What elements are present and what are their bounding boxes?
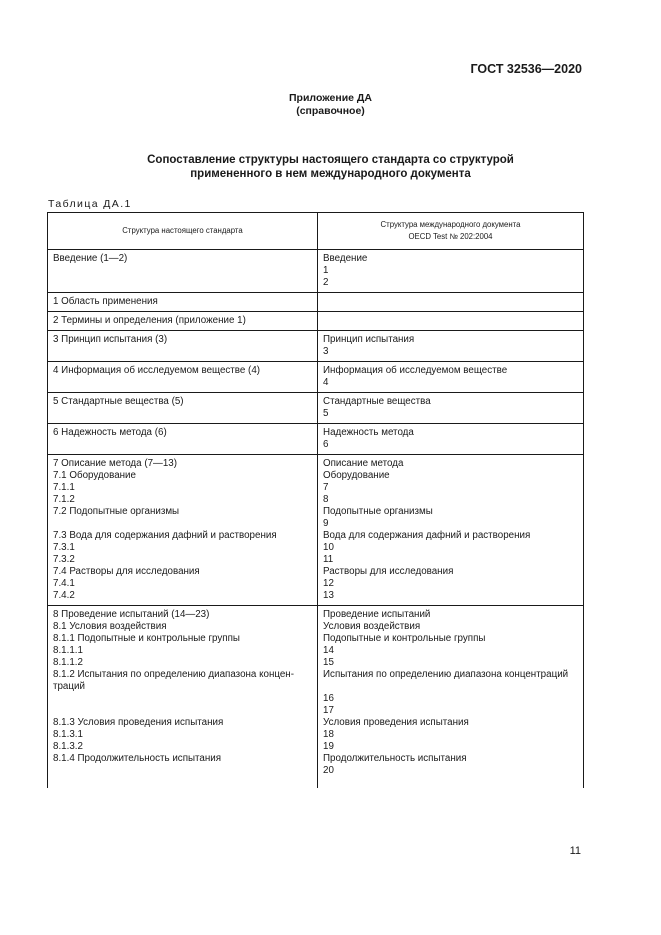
cell-line: 7.3.1 [53, 542, 75, 553]
cell-line: 1 Область применения [53, 296, 158, 307]
table-row [48, 312, 584, 331]
table-row [48, 455, 584, 606]
cell-line: траций [53, 681, 85, 692]
cell-line: 10 [323, 542, 334, 553]
header-cell-international-document [318, 213, 584, 250]
cell-line: 8.1.3.2 [53, 741, 83, 752]
document-title-line1: Сопоставление структуры настоящего стандарта со структурой [147, 154, 514, 166]
cell-line: 19 [323, 741, 334, 752]
cell-line: Информация об исследуемом веществе [323, 365, 508, 376]
cell-line: 4 Информация об исследуемом веществе (4) [53, 365, 261, 376]
cell-line: 7.4.1 [53, 578, 75, 589]
cell-line: 8 [323, 494, 329, 505]
cell-international-document [318, 250, 584, 293]
cell-line: Условия проведения испытания [323, 717, 469, 728]
cell-line: 8.1 Условия воздействия [53, 621, 167, 632]
cell-line: 7.3.2 [53, 554, 75, 565]
table-row [48, 331, 584, 362]
cell-current-standard [48, 312, 318, 331]
cell-current-standard [48, 331, 318, 362]
cell-line: 12 [323, 578, 334, 589]
table-header-row [48, 213, 584, 250]
cell-line: 7.3 Вода для содержания дафний и растворения [53, 530, 277, 541]
cell-line: 2 Термины и определения (приложение 1) [53, 315, 246, 326]
table-row [48, 293, 584, 312]
cell-current-standard [48, 293, 318, 312]
cell-line: 9 [323, 518, 329, 529]
cell-international-document [318, 393, 584, 424]
cell-international-document [318, 455, 584, 606]
cell-line: 3 [323, 346, 329, 357]
cell-line: 8.1.2 Испытания по определению диапазона концен- [53, 669, 294, 680]
cell-line: 7.1 Оборудование [53, 470, 136, 481]
cell-line: 15 [323, 657, 334, 668]
document-title-line2: примененного в нем международного документа [190, 168, 471, 180]
cell-line: 8 Проведение испытаний (14—23) [53, 609, 210, 620]
header-cell-current-standard [48, 213, 318, 250]
cell-international-document [318, 606, 584, 789]
table-row [48, 606, 584, 789]
cell-line: 7 [323, 482, 329, 493]
cell-line: Надежность метода [323, 427, 414, 438]
cell-current-standard [48, 362, 318, 393]
cell-line: Структура международного документа [380, 220, 521, 229]
cell-line: 5 Стандартные вещества (5) [53, 396, 184, 407]
cell-line: 7.1.2 [53, 494, 75, 505]
cell-line: 1 [323, 265, 329, 276]
cell-line: Подопытные и контрольные группы [323, 633, 486, 644]
annex-heading [0, 92, 661, 118]
cell-line: 14 [323, 645, 334, 656]
cell-line: Введение (1—2) [53, 253, 128, 264]
cell-line: 7.1.1 [53, 482, 75, 493]
cell-line: 2 [323, 277, 329, 288]
cell-line: 17 [323, 705, 334, 716]
cell-line: 3 Принцип испытания (3) [53, 334, 168, 345]
cell-line: 8.1.3 Условия проведения испытания [53, 717, 224, 728]
cell-line: 5 [323, 408, 329, 419]
cell-line [53, 705, 312, 717]
cell-line: Принцип испытания [323, 334, 415, 345]
cell-line: OECD Test № 202:2004 [408, 232, 493, 241]
annex-title: Приложение ДА [289, 92, 372, 104]
cell-international-document [318, 293, 584, 312]
cell-current-standard [48, 424, 318, 455]
cell-line [53, 693, 312, 705]
cell-line: 7.4 Растворы для исследования [53, 566, 200, 577]
cell-line: Условия воздействия [323, 621, 421, 632]
cell-line: 8.1.3.1 [53, 729, 83, 740]
cell-current-standard [48, 455, 318, 606]
cell-current-standard [48, 250, 318, 293]
table-row [48, 424, 584, 455]
cell-line: 7.4.2 [53, 590, 75, 601]
cell-line: Оборудование [323, 470, 390, 481]
table-row [48, 250, 584, 293]
cell-line: 13 [323, 590, 334, 601]
cell-line: 6 Надежность метода (6) [53, 427, 167, 438]
cell-line: 8.1.1.2 [53, 657, 83, 668]
cell-line: 20 [323, 765, 334, 776]
cell-line: Растворы для исследования [323, 566, 454, 577]
cell-line: 11 [323, 554, 334, 565]
cell-line: Введение [323, 253, 368, 264]
cell-line: Структура настоящего стандарта [122, 226, 243, 235]
cell-international-document [318, 331, 584, 362]
cell-line: Испытания по определению диапазона концентраций [323, 669, 569, 680]
table-caption: Таблица ДА.1 [48, 198, 132, 210]
cell-line: Вода для содержания дафний и растворения [323, 530, 531, 541]
cell-line [323, 681, 578, 693]
cell-line: 16 [323, 693, 334, 704]
cell-line [53, 518, 312, 530]
document-title [0, 153, 661, 181]
cell-line: 18 [323, 729, 334, 740]
annex-subtitle: (справочное) [296, 105, 365, 117]
cell-international-document [318, 312, 584, 331]
cell-international-document [318, 424, 584, 455]
cell-line: 8.1.1.1 [53, 645, 83, 656]
cell-line: 6 [323, 439, 329, 450]
cell-current-standard [48, 606, 318, 789]
cell-line: 8.1.1 Подопытные и контрольные группы [53, 633, 240, 644]
page-number: 11 [569, 845, 581, 857]
table-row [48, 362, 584, 393]
cell-line: 8.1.4 Продолжительность испытания [53, 753, 222, 764]
cell-line: 7 Описание метода (7—13) [53, 458, 177, 469]
cell-line: Подопытные организмы [323, 506, 433, 517]
table-row [48, 393, 584, 424]
structure-comparison-table [47, 212, 584, 788]
standard-code: ГОСТ 32536—2020 [470, 62, 582, 76]
cell-current-standard [48, 393, 318, 424]
cell-line: Проведение испытаний [323, 609, 431, 620]
cell-line: Продолжительность испытания [323, 753, 467, 764]
cell-line: 7.2 Подопытные организмы [53, 506, 180, 517]
cell-line: 4 [323, 377, 329, 388]
cell-line: Стандартные вещества [323, 396, 431, 407]
cell-line: Описание метода [323, 458, 404, 469]
cell-international-document [318, 362, 584, 393]
